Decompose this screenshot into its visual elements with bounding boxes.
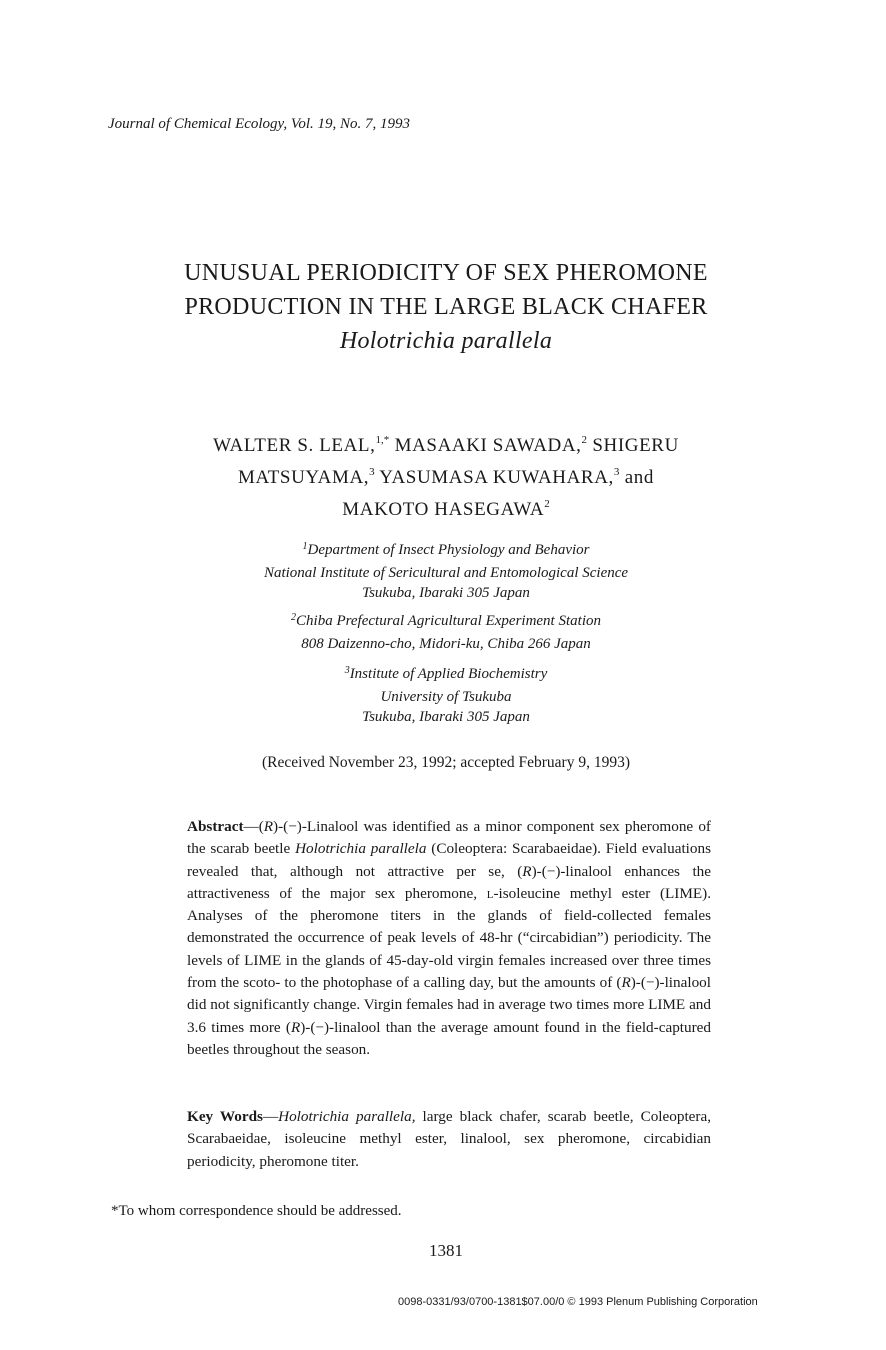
abstract-text: )-(−)-linalool enhances the attractiveness of the major sex pheromone, — [187, 862, 711, 902]
abstract-stereo: R — [263, 818, 274, 835]
page-number: 1381 — [429, 1241, 463, 1260]
abstract-text: )-(−)-linalool did not significantly change. Virgin females had in average two times more LIME and 3.6 times more ( — [187, 974, 711, 1036]
affiliation-line — [0, 540, 886, 563]
affiliation-text: Institute of Applied Biochemistry — [349, 666, 548, 682]
copyright-line: 0098-0331/93/0700-1381$07.00/0 © 1993 Plenum Publishing Corporation — [398, 1296, 758, 1308]
correspondence-footnote: *To whom correspondence should be addressed. — [111, 1203, 402, 1219]
affiliation-line: Tsukuba, Ibaraki 305 Japan — [362, 709, 530, 725]
affiliation-line: Tsukuba, Ibaraki 305 Japan — [362, 585, 530, 601]
author-line-3 — [0, 495, 886, 527]
abstract-stereo: R — [522, 862, 532, 880]
key-words-label: Key Words — [187, 1108, 263, 1125]
received-dates: (Received November 23, 1992; accepted February 9, 1993) — [262, 754, 630, 771]
author-kuwahara: YASUMASA KUWAHARA, — [374, 467, 614, 488]
title-line-1: UNUSUAL PERIODICITY OF SEX PHEROMONE — [184, 260, 708, 286]
affiliation-line: 808 Daizenno-cho, Midori-ku, Chiba 266 Japan — [301, 635, 591, 652]
abstract-stereo: R — [621, 974, 631, 992]
affiliation-3 — [0, 664, 886, 728]
abstract-text: )-(−)-linalool than the average amount found in the field-captured beetles throughout the season. — [187, 1018, 711, 1058]
affiliation-1 — [0, 540, 886, 604]
abstract-label: Abstract — [187, 818, 244, 835]
abstract-text: -isoleucine methyl ester (LIME). Analyses of the pheromone titers in the glands of field-collected females demonstrated the occurrence of peak levels of 48-hr (“circabidian”) periodicity. The levels of LIME in the glands of 45-day-old virgin females increased over three times from the scoto- to the photophase of a calling day, but the amounts of ( — [187, 884, 711, 992]
affiliation-text: Department of Insect Physiology and Behavior — [307, 542, 590, 558]
abstract-text: (Coleoptera: Scarabaeidae). Field evaluations revealed that, although not attractive per se, ( — [187, 840, 711, 880]
affiliation-line — [0, 664, 886, 687]
affiliation-line: National Institute of Sericultural and Entomological Science — [263, 564, 629, 581]
abstract-l-prefix: l — [486, 884, 494, 902]
abstract-species: Holotrichia parallela — [295, 840, 427, 858]
affiliation-line — [0, 611, 886, 634]
author-matsuyama-sup: 3 — [369, 466, 375, 478]
abstract — [187, 816, 711, 1061]
author-hasegawa: MAKOTO HASEGAWA — [342, 499, 545, 520]
affiliation-line: University of Tsukuba — [380, 688, 512, 705]
abstract-text: )-(−)-Linalool was identified as a minor component sex pheromone of the scarab beetle — [187, 818, 711, 858]
author-leal-sup: 1,* — [375, 434, 390, 446]
author-and: and — [619, 467, 654, 488]
title-line-2: PRODUCTION IN THE LARGE BLACK CHAFER — [184, 294, 708, 320]
affiliation-2 — [0, 611, 886, 654]
author-kuwahara-sup: 3 — [613, 466, 620, 478]
title-species: Holotrichia parallela — [339, 328, 553, 354]
abstract-text: —( — [243, 818, 264, 835]
author-line-1 — [0, 431, 886, 463]
key-words-dash: — — [262, 1108, 279, 1125]
journal-citation: Journal of Chemical Ecology, Vol. 19, No. 7, 1993 — [108, 116, 411, 132]
author-hasegawa-sup: 2 — [544, 498, 550, 510]
paper-title — [0, 256, 886, 358]
affiliation-text: Chiba Prefectural Agricultural Experiment Station — [296, 613, 601, 629]
author-line-2 — [0, 463, 886, 495]
author-leal: WALTER S. LEAL, — [213, 435, 376, 456]
author-matsuyama-first: SHIGERU — [587, 435, 679, 456]
key-words-text: large black chafer, scarab beetle, Coleoptera, Scarabaeidae, isoleucine methyl ester, linalool, sex pheromone, circabidian periodicity, pheromone titer. — [187, 1108, 711, 1170]
affiliation-sup: 3 — [344, 665, 350, 676]
affiliation-sup: 1 — [302, 541, 308, 552]
key-words-species: Holotrichia parallela, — [278, 1108, 416, 1125]
affiliation-sup: 2 — [291, 612, 297, 623]
author-sawada-sup: 2 — [581, 434, 588, 446]
author-matsuyama-last: MATSUYAMA, — [238, 467, 370, 488]
author-list — [0, 431, 886, 527]
abstract-stereo: R — [290, 1018, 301, 1036]
author-sawada: MASAAKI SAWADA, — [389, 435, 582, 456]
key-words — [187, 1106, 711, 1173]
